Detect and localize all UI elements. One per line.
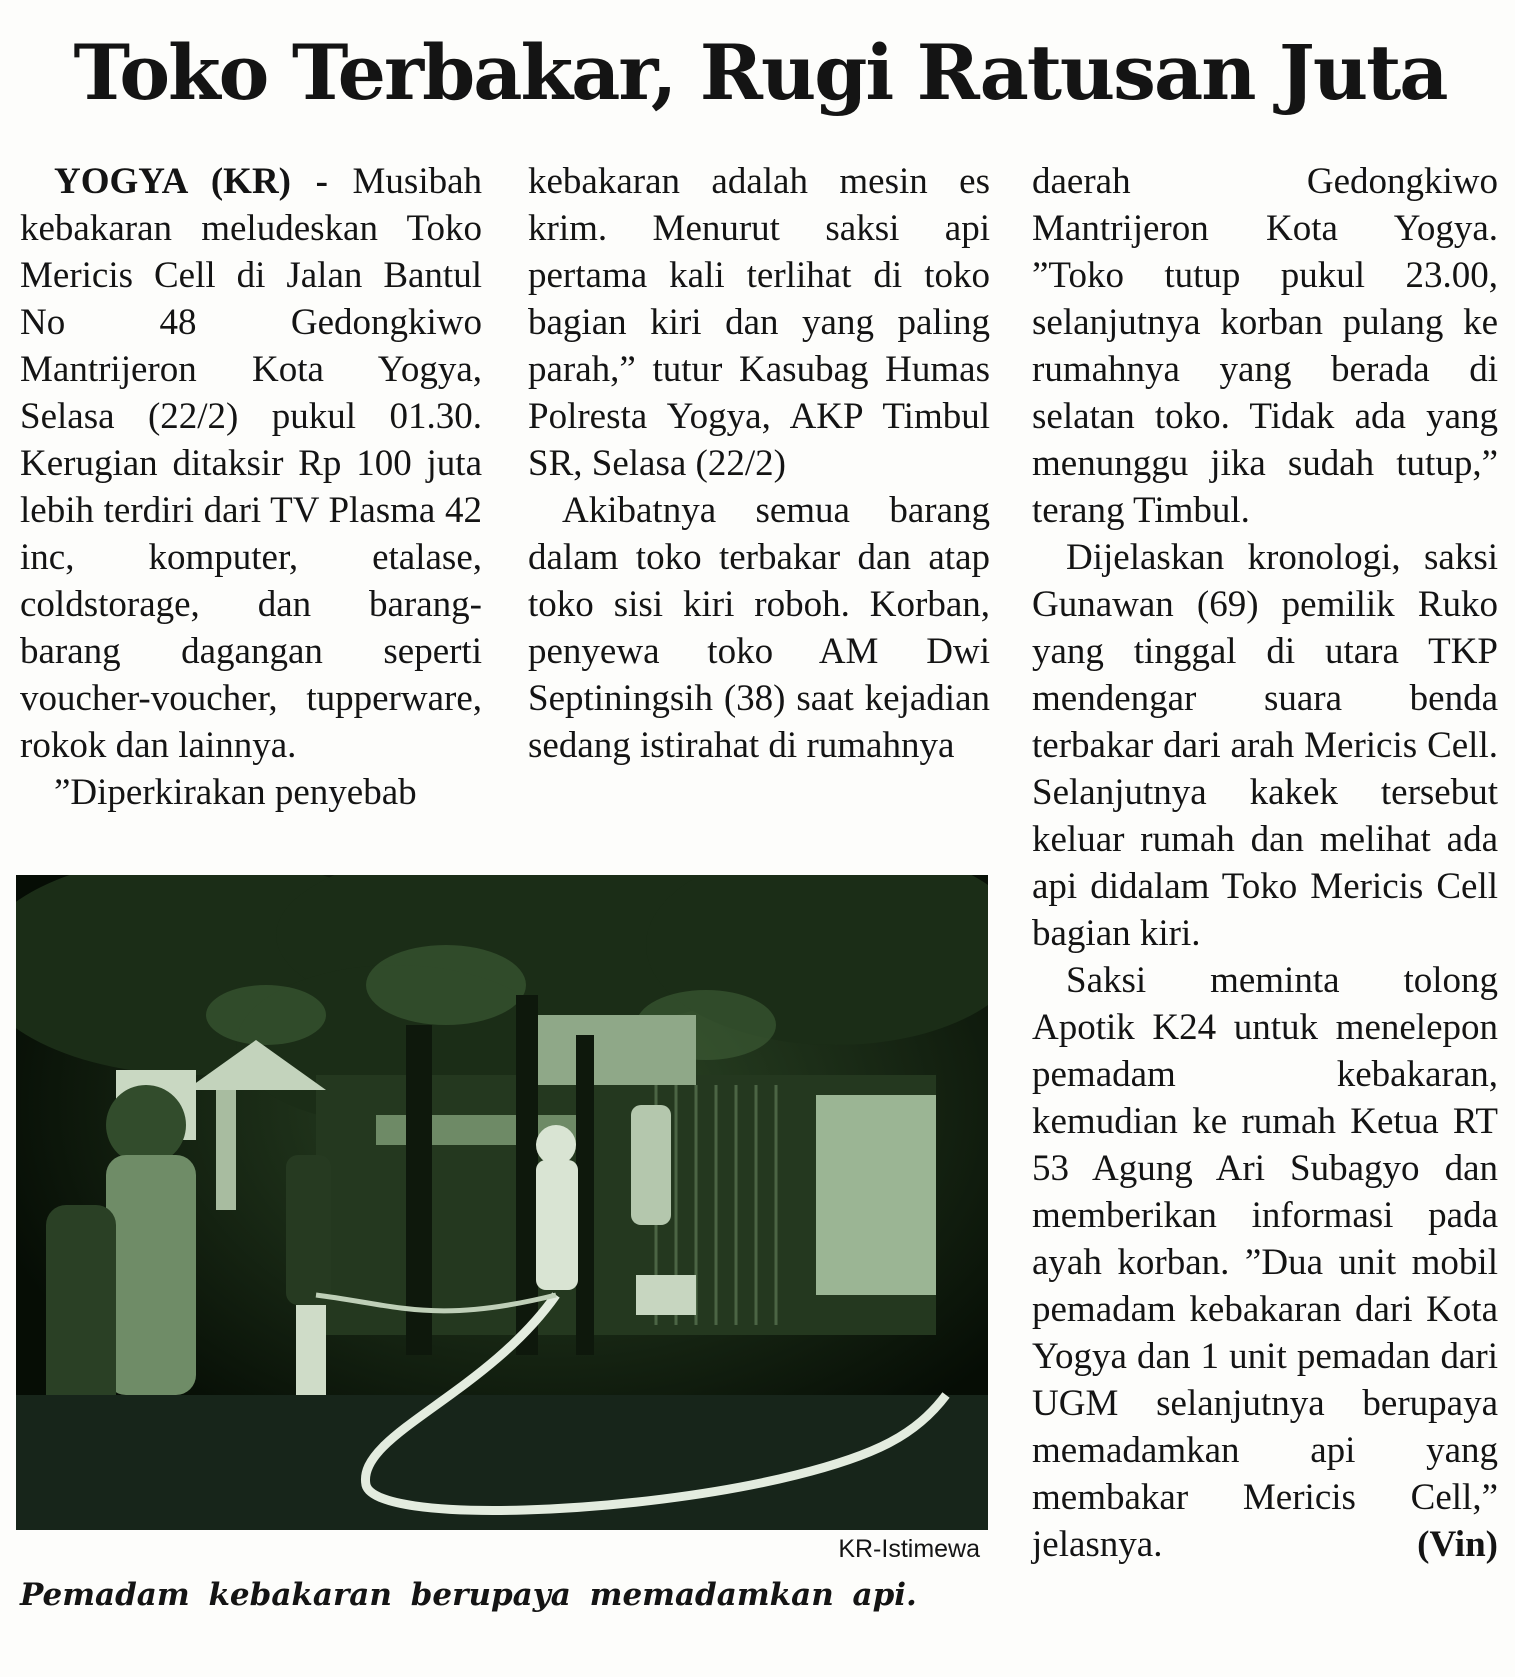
paragraph-text: Saksi meminta tolong Apotik K24 untuk menelepon pemadam kebakaran, kemudian ke rumah Ketua RT 53 Agung Ari Subagyo dan memberikan informasi pada ayah korban. ”Dua unit mobil pemadam kebakaran dari Kota Yogya dan 1 unit pemadan dari UGM selanjutnya berupaya memadamkan api yang membakar Mericis Cell,” jelasnya. (1032, 960, 1498, 1565)
article-column-2 (528, 158, 990, 769)
paragraph (1032, 957, 1498, 1568)
headline: Toko Terbakar, Rugi Ratusan Juta (73, 28, 1447, 117)
author-signature: (Vin) (1417, 1524, 1498, 1565)
shop-sign (536, 1015, 696, 1085)
bucket (636, 1275, 696, 1315)
paragraph-text: Musibah kebakaran meludeskan Toko Mericis Cell di Jalan Bantul No 48 Gedongkiwo Mantrijeron Kota Yogya, Selasa (22/2) pukul 01.30. Kerugian ditaksir Rp 100 juta lebih terdiri dari TV Plasma 42 inc, komputer, etalase, coldstorage, dan barang-barang dagangan seperti voucher-voucher, tupperware, rokok dan lainnya. (20, 161, 483, 766)
paragraph (20, 158, 482, 769)
shop-doorway (816, 1095, 936, 1295)
news-photo (16, 875, 988, 1530)
paragraph: Dijelaskan kronologi, saksi Gunawan (69) pemilik Ruko yang tinggal di utara TKP mendengar suara benda terbakar dari arah Mericis Cell. Selanjutnya kakek tersebut keluar rumah dan melihat ada api didalam Toko Mericis Cell bagian kiri. (1032, 537, 1498, 954)
pavilion-post (216, 1090, 236, 1210)
paragraph: Akibatnya semua barang dalam toko terbakar dan atap toko sisi kiri roboh. Korban, penyewa toko AM Dwi Septiningsih (38) saat kejadian sedang istirahat di rumahnya (528, 490, 990, 766)
fire-scene-illustration (16, 875, 988, 1530)
paragraph: kebakaran adalah mesin es krim. Menurut saksi api pertama kali terlihat di toko bagian kiri dan yang paling parah,” tutur Kasubag Humas Polresta Yogya, AKP Timbul SR, Selasa (22/2) (528, 161, 990, 484)
dateline: YOGYA (KR) - (54, 161, 328, 202)
photo-credit: KR-Istimewa (838, 1535, 980, 1563)
photo-caption: Pemadam kebakaran berupaya memadamkan api. (20, 1577, 917, 1613)
article-column-1 (20, 158, 482, 816)
paragraph: ”Diperkirakan penyebab (54, 772, 417, 813)
article-column-3 (1032, 158, 1498, 1568)
paragraph: daerah Gedongkiwo Mantrijeron Kota Yogya. ”Toko tutup pukul 23.00, selanjutnya korban pulang ke rumahnya yang berada di selatan toko. Tidak ada yang menunggu jika sudah tutup,” terang Timbul. (1032, 161, 1498, 531)
